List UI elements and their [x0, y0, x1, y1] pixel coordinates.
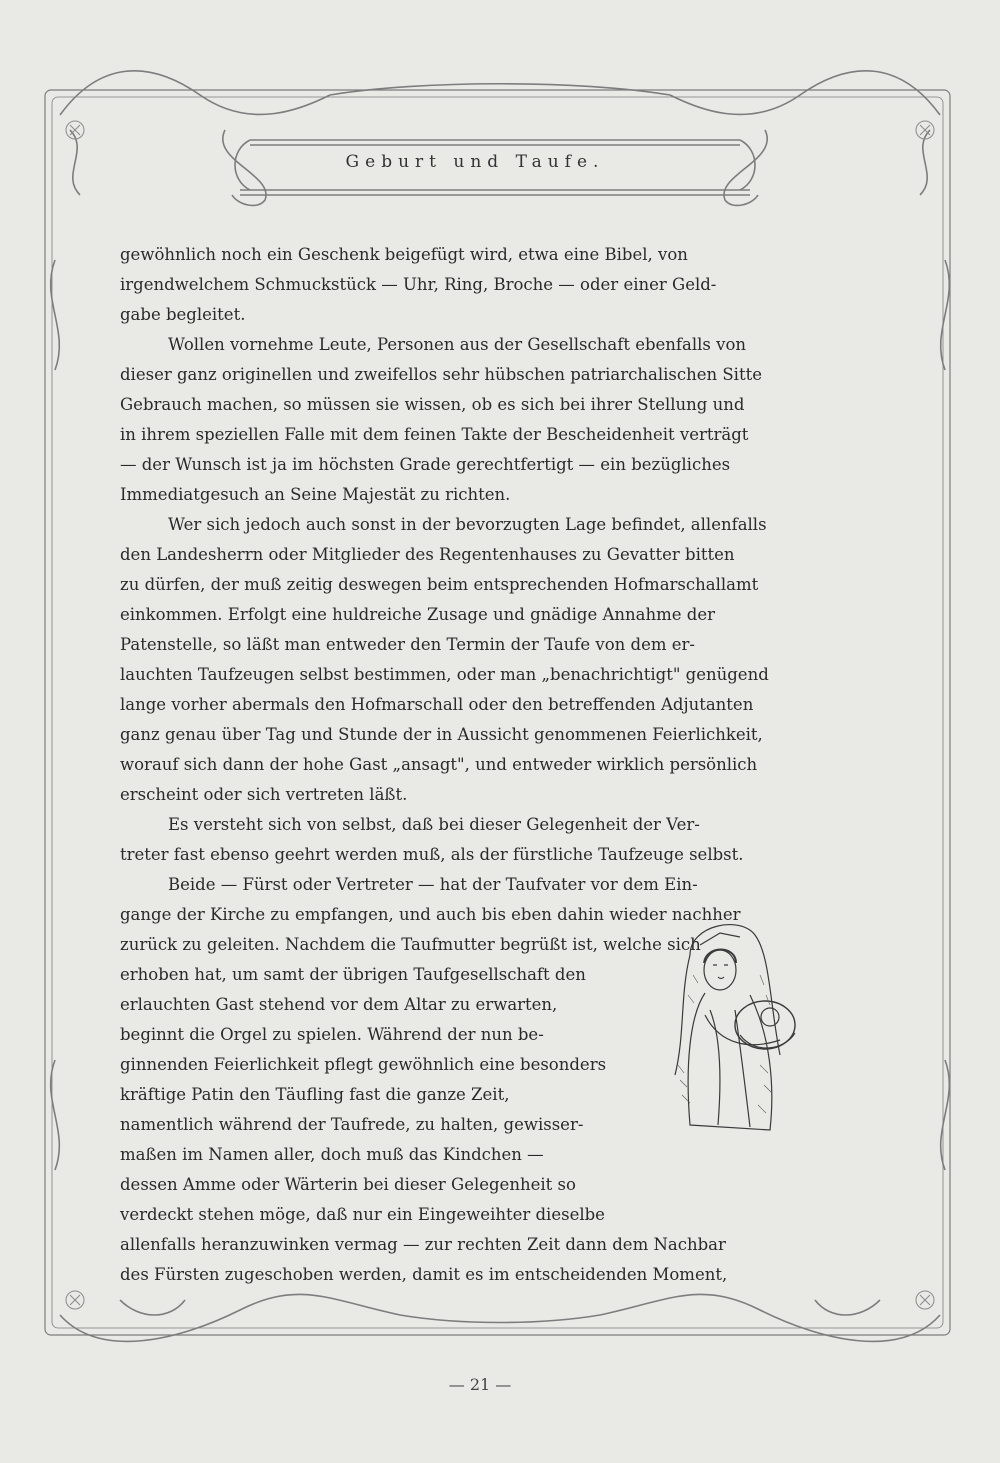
text-line: namentlich während der Taufrede, zu halten, gewisser-: [120, 1115, 584, 1134]
text-line: einkommen. Erfolgt eine huldreiche Zusage und gnädige Annahme der: [120, 605, 716, 624]
text-line: des Fürsten zugeschoben werden, damit es im entscheidenden Moment,: [120, 1265, 728, 1284]
text-line: zurück zu geleiten. Nachdem die Taufmutter begrüßt ist, welche sich: [120, 935, 701, 954]
text-line: Gebrauch machen, so müssen sie wissen, ob es sich bei ihrer Stellung und: [120, 395, 745, 414]
paragraph-3: [120, 510, 815, 810]
text-line: Patenstelle, so läßt man entweder den Termin der Taufe von dem er-: [120, 635, 695, 654]
text-line: gange der Kirche zu empfangen, und auch bis eben dahin wieder nachher: [120, 905, 741, 924]
text-line: Wer sich jedoch auch sonst in der bevorzugten Lage befindet, allenfalls: [168, 515, 767, 534]
text-line: ganz genau über Tag und Stunde der in Aussicht genommenen Feierlichkeit,: [120, 725, 763, 744]
running-head: Geburt und Taufe.: [345, 152, 605, 172]
woman-holding-infant-illustration: [660, 915, 820, 1145]
text-line: in ihrem speziellen Falle mit dem feinen Takte der Bescheidenheit verträgt: [120, 425, 749, 444]
text-line: zu dürfen, der muß zeitig deswegen beim entsprechenden Hofmarschallamt: [120, 575, 759, 594]
text-line: Es versteht sich von selbst, daß bei dieser Gelegenheit der Ver-: [168, 815, 700, 834]
text-line: Immediatgesuch an Seine Majestät zu richten.: [120, 485, 511, 504]
text-line: gewöhnlich noch ein Geschenk beigefügt wird, etwa eine Bibel, von: [120, 245, 688, 264]
text-line: beginnt die Orgel zu spielen. Während der nun be-: [120, 1025, 544, 1044]
text-line: gabe begleitet.: [120, 305, 246, 324]
paragraph-5-end: [120, 1230, 815, 1290]
text-line: allenfalls heranzuwinken vermag — zur rechten Zeit dann dem Nachbar: [120, 1235, 726, 1254]
text-line: worauf sich dann der hohe Gast „ansagt", und entweder wirklich persönlich: [120, 755, 758, 774]
text-line: treter fast ebenso geehrt werden muß, als der fürstliche Taufzeuge selbst.: [120, 845, 744, 864]
text-line: lauchten Taufzeugen selbst bestimmen, oder man „benachrichtigt" genügend: [120, 665, 769, 684]
text-line: Wollen vornehme Leute, Personen aus der Gesellschaft ebenfalls von: [168, 335, 747, 354]
paragraph-2: [120, 330, 815, 510]
text-line: den Landesherrn oder Mitglieder des Regentenhauses zu Gevatter bitten: [120, 545, 735, 564]
paragraph-1: [120, 240, 815, 330]
text-line: dessen Amme oder Wärterin bei dieser Gelegenheit so: [120, 1175, 576, 1194]
text-line: ginnenden Feierlichkeit pflegt gewöhnlich eine besonders: [120, 1055, 607, 1074]
page-number: — 21 —: [448, 1375, 512, 1394]
paragraph-4: [120, 810, 815, 870]
text-line: kräftige Patin den Täufling fast die ganze Zeit,: [120, 1085, 510, 1104]
text-line: — der Wunsch ist ja im höchsten Grade gerechtfertigt — ein bezügliches: [120, 455, 731, 474]
text-line: maßen im Namen aller, doch muß das Kindchen —: [120, 1145, 544, 1164]
text-line: erhoben hat, um samt der übrigen Taufgesellschaft den: [120, 965, 586, 984]
text-line: erscheint oder sich vertreten läßt.: [120, 785, 408, 804]
text-line: Beide — Fürst oder Vertreter — hat der Taufvater vor dem Ein-: [168, 875, 698, 894]
text-line: erlauchten Gast stehend vor dem Altar zu erwarten,: [120, 995, 558, 1014]
text-line: verdeckt stehen möge, daß nur ein Eingeweihter dieselbe: [120, 1205, 605, 1224]
paragraph-5-continued: [120, 960, 645, 1230]
text-line: dieser ganz originellen und zweifellos sehr hübschen patriarchalischen Sitte: [120, 365, 762, 384]
text-line: irgendwelchem Schmuckstück — Uhr, Ring, Broche — oder einer Geld-: [120, 275, 717, 294]
text-line: lange vorher abermals den Hofmarschall oder den betreffenden Adjutanten: [120, 695, 754, 714]
